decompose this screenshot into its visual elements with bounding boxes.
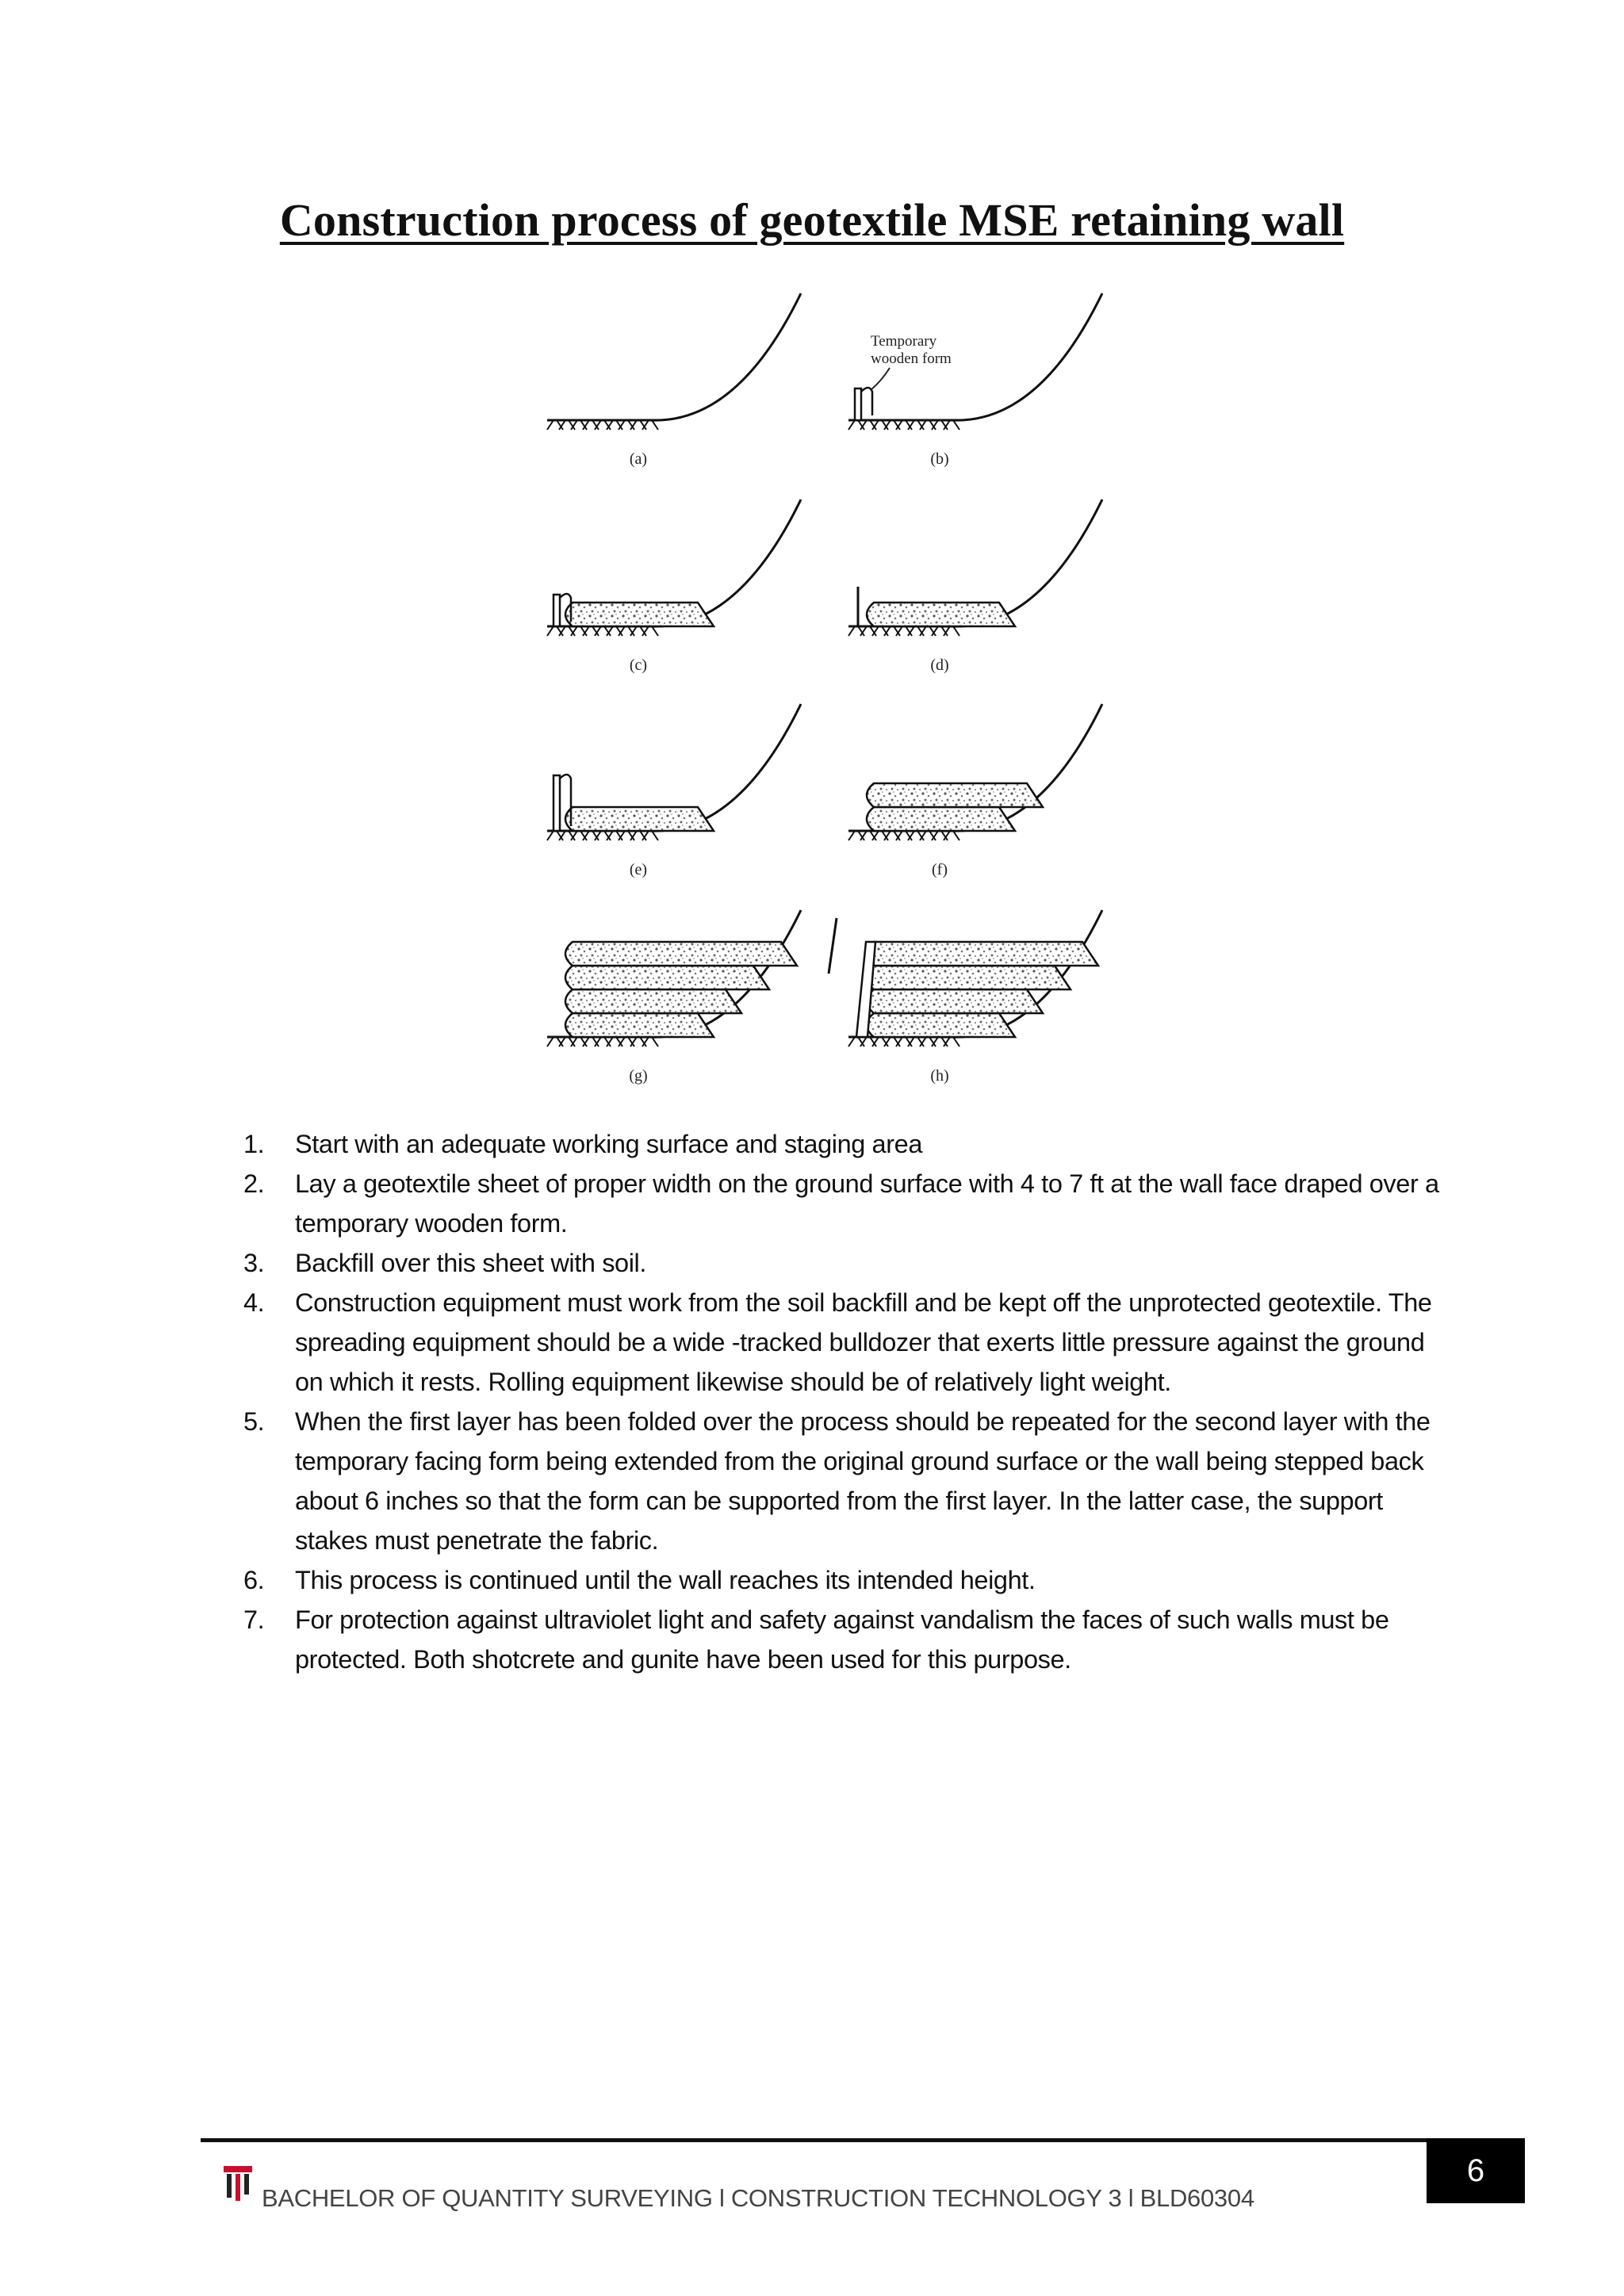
panel-f bbox=[848, 704, 1102, 878]
step-item bbox=[243, 1600, 1441, 1679]
panel-label: (e) bbox=[629, 861, 648, 878]
figure-diagram bbox=[0, 270, 1624, 1110]
construction-process-figure bbox=[0, 270, 1624, 1110]
step-number: 3. bbox=[243, 1249, 265, 1277]
slope-line bbox=[650, 293, 801, 420]
university-logo-icon bbox=[224, 2166, 252, 2201]
step-item bbox=[243, 1283, 1441, 1402]
step-item bbox=[243, 1164, 1441, 1243]
panel-label: (c) bbox=[629, 656, 648, 674]
step-number: 1. bbox=[243, 1130, 265, 1158]
step-text: When the first layer has been folded over the process should be repeated for the second layer with the temporary facing form being extended from the original ground surface or the wall being stepped back about 6 inches so that the form can be supported from the first layer. In the latter case, the support stakes must penetrate the fabric. bbox=[295, 1407, 1431, 1555]
panel-h bbox=[848, 910, 1102, 1085]
step-text: Construction equipment must work from the soil backfill and be kept off the unprotected geotextile. The spreading equipment should be a wide -tracked bulldozer that exerts little pressure against the ground on which it rests. Rolling equipment likewise should be of relatively light weight. bbox=[295, 1288, 1432, 1396]
annotation-leader bbox=[871, 368, 890, 390]
step-text: This process is continued until the wall reaches its intended height. bbox=[295, 1566, 1036, 1594]
step-item bbox=[243, 1402, 1441, 1560]
temporary-form-label-line1: Temporary bbox=[871, 333, 937, 350]
step-number: 4. bbox=[243, 1288, 265, 1317]
step-text: Start with an adequate working surface and staging area bbox=[295, 1130, 923, 1158]
panel-label: (g) bbox=[629, 1067, 648, 1085]
panel-label: (b) bbox=[930, 450, 949, 468]
panel-g bbox=[547, 910, 837, 1085]
page-title: Construction process of geotextile MSE retaining wall bbox=[279, 194, 1345, 246]
step-number: 7. bbox=[243, 1605, 265, 1634]
step-item bbox=[243, 1243, 1441, 1283]
panel-b bbox=[848, 293, 1102, 468]
panel-label: (f) bbox=[932, 861, 948, 878]
lift-arrow bbox=[829, 918, 837, 974]
slope-line bbox=[952, 293, 1102, 420]
panel-label: (a) bbox=[629, 450, 648, 468]
step-number: 5. bbox=[243, 1407, 265, 1436]
panel-label: (d) bbox=[930, 656, 949, 674]
panel-d bbox=[848, 499, 1102, 674]
panel-label: (h) bbox=[930, 1067, 949, 1085]
footer-course-text: BACHELOR OF QUANTITY SURVEYING l CONSTRUCTION TECHNOLOGY 3 l BLD60304 bbox=[262, 2184, 1254, 2212]
page-number: 6 bbox=[1427, 2138, 1525, 2203]
step-number: 6. bbox=[243, 1566, 265, 1594]
step-item bbox=[243, 1124, 1441, 1164]
panel-a bbox=[547, 293, 801, 468]
step-text: For protection against ultraviolet light and safety against vandalism the faces of such walls must be protected. Both shotcrete and gunite have been used for this purpose. bbox=[295, 1605, 1389, 1674]
step-item bbox=[243, 1560, 1441, 1600]
panel-e bbox=[547, 704, 801, 878]
steps-list bbox=[243, 1124, 1441, 1679]
panel-c bbox=[547, 499, 801, 674]
step-number: 2. bbox=[243, 1169, 265, 1198]
footer-rule bbox=[201, 2138, 1427, 2142]
step-text: Backfill over this sheet with soil. bbox=[295, 1249, 646, 1277]
step-text: Lay a geotextile sheet of proper width on the ground surface with 4 to 7 ft at the wall face draped over a temporary wooden form. bbox=[295, 1169, 1439, 1238]
temporary-form-label-line2: wooden form bbox=[871, 350, 952, 367]
